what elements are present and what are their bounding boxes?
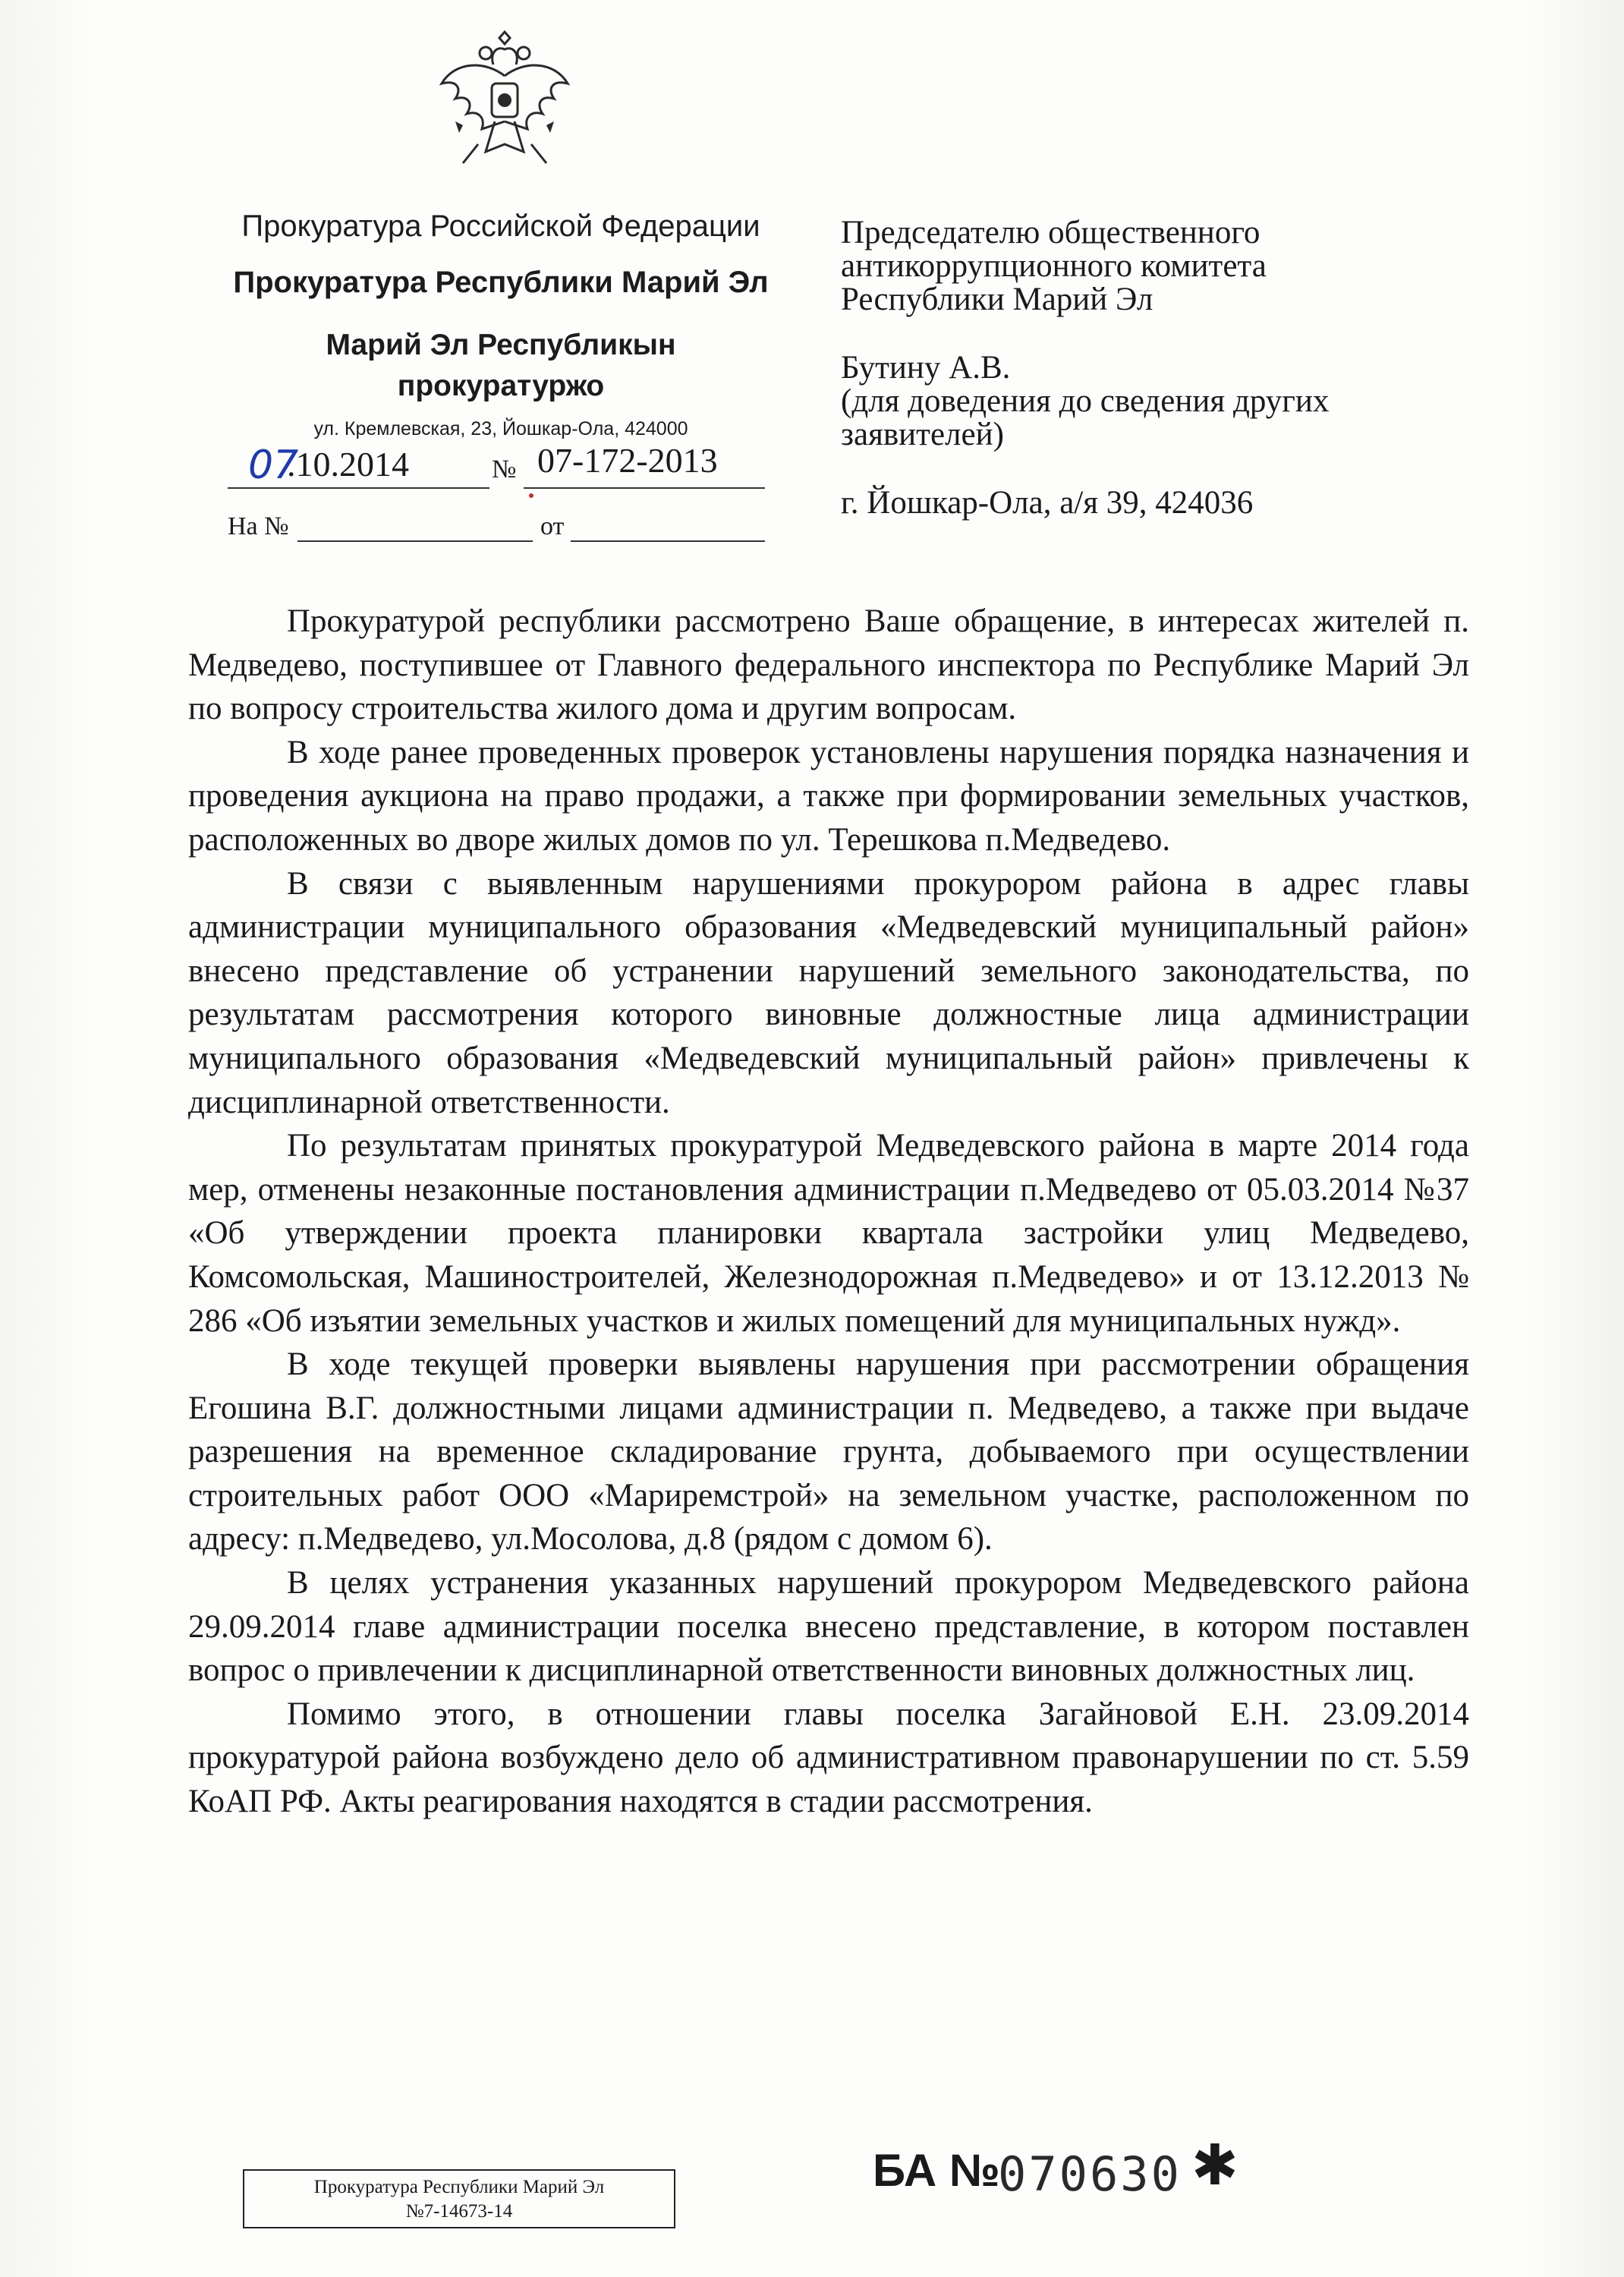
org-name-mari-line1: Марий Эл Республикын — [326, 329, 676, 361]
reference-date-label: от — [540, 512, 565, 540]
org-name-republic: Прокуратура Республики Марий Эл — [233, 266, 769, 299]
serial-number: 070630 — [998, 2146, 1182, 2202]
body-paragraph-6: В целях устранения указанных нарушений прокурором Медведевского района 29.09.2014 главе администрации поселка внесено представление, в котором поставлен вопрос о привлечении к дисциплинарной ответственности виновных должностных лиц. — [188, 1565, 1469, 1689]
recipient-address: г. Йошкар-Ола, а/я 39, 424036 — [841, 485, 1254, 521]
date-month-year: .10.2014 — [287, 445, 409, 483]
reference-number-label: На № — [228, 512, 289, 540]
recipient-block — [841, 216, 1329, 520]
body-paragraph-1: Прокуратурой республики рассмотрено Ваше обращение, в интересах жителей п. Медведево, поступившее от Главного федерального инспектора по Республике Марий Эл по вопросу строительства жилого дома и другим вопросам. — [188, 603, 1469, 727]
asterisk-icon: ✱ — [1191, 2133, 1239, 2198]
recipient-line2: антикоррупционного комитета — [841, 248, 1267, 284]
registration-stamp — [243, 2169, 675, 2228]
number-label: № — [492, 455, 517, 483]
body-paragraph-2: В ходе ранее проведенных проверок установлены нарушения порядка назначения и проведения аукциона на право продажи, а также при формировании земельных участков, расположенных во дворе жилых домов по ул. Терешкова п.Медведево. — [188, 734, 1469, 858]
reference-date-line — [571, 540, 765, 542]
number-underline — [524, 487, 765, 489]
body-paragraph-4: По результатам принятых прокуратурой Медведевского района в марте 2014 года мер, отменены незаконные постановления администрации п.Медведево от 05.03.2014 №37 «Об утверждении проекта планировки квартала застройки улиц Медведево, Комсомольская, Машиностроителей, Железнодорожная п.Медведево» и от 13.12.2013 № 286 «Об изъятии земельных участков и жилых помещений для муниципальных нужд». — [188, 1128, 1469, 1339]
recipient-gap — [841, 317, 1329, 351]
body-paragraph-5: В ходе текущей проверки выявлены нарушения при рассмотрении обращения Егошина В.Г. должностными лицами администрации п. Медведево, а также при выдаче разрешения на временное складирование грунта, добываемого при осуществлении строительных работ ООО «Мариремстрой» на земельном участке, расположенном по адресу: п.Медведево, ул.Мосолова, д.8 (рядом с домом 6). — [188, 1346, 1469, 1557]
recipient-line1: Председателю общественного — [841, 215, 1260, 250]
recipient-gap — [841, 452, 1329, 487]
recipient-name: Бутину А.В. — [841, 350, 1011, 386]
body-paragraph-7: Помимо этого, в отношении главы поселка Загайновой Е.Н. 23.09.2014 прокуратурой района возбуждено дело об административном правонарушении по ст. 5.59 КоАП РФ. Акты реагирования находятся в стадии рассмотрения. — [188, 1696, 1469, 1820]
recipient-line6: заявителей) — [841, 417, 1004, 452]
reference-number-line — [297, 540, 533, 542]
org-name-federation: Прокуратура Российской Федерации — [241, 209, 760, 243]
recipient-line3: Республики Марий Эл — [841, 282, 1153, 317]
org-name-mari — [205, 325, 797, 407]
serial-prefix: БА № — [873, 2145, 1000, 2196]
letter-body — [188, 600, 1469, 1824]
date-day-handwritten: 07 — [248, 442, 299, 488]
body-paragraph-3: В связи с выявленным нарушениями прокурором района в адрес главы администрации муниципального образования «Медведевский муниципальный район» внесено представление об устранении нарушений земельного законодательства, по результатам рассмотрения которого виновные должностные лица администрации муниципального образования «Медведевский муниципальный район» привлечены к дисциплинарной ответственности. — [188, 865, 1469, 1120]
document-number: 07-172-2013 — [537, 441, 718, 480]
stamp-number: №7-14673-14 — [405, 2201, 513, 2222]
red-dot-mark — [529, 493, 533, 498]
date-underline — [228, 487, 489, 489]
recipient-line5: (для доведения до сведения других — [841, 383, 1330, 419]
stamp-org: Прокуратура Республики Марий Эл — [313, 2177, 605, 2197]
org-name-mari-line2: прокуратуржо — [397, 370, 605, 402]
coat-of-arms-icon — [433, 30, 577, 182]
org-address: ул. Кремлевская, 23, Йошкар-Ола, 424000 — [313, 418, 688, 439]
